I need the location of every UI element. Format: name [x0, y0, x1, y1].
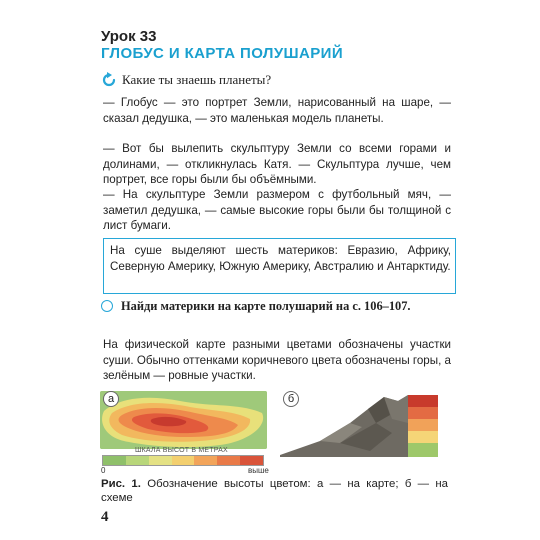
caption-prefix: Рис. 1.: [101, 478, 141, 490]
figure-a-label: а: [103, 391, 119, 407]
scale-step: [194, 456, 217, 465]
scale-step: [149, 456, 172, 465]
height-scale-title: ШКАЛА ВЫСОТ В МЕТРАХ: [135, 447, 228, 454]
refresh-arrow-icon: [101, 72, 117, 88]
paragraph-3: — На скульптуре Земли размером с футбольный мяч, — заметил дедушка, — самые высокие горы были бы толщиной с лист бумаги.: [103, 188, 451, 232]
scale-high-label: выше: [248, 466, 269, 475]
caption-text: Обозначение высоты цветом: а — на карте; б — на схеме: [101, 478, 448, 504]
scale-step: [240, 456, 263, 465]
scale-step: [217, 456, 240, 465]
page-number: 4: [101, 509, 109, 525]
paragraph-2: — Вот бы вылепить скульптуру Земли со всеми горами и долинами, — откликнулась Катя. — Скульптура лучше, чем портрет, все горы были бы объёмными.: [103, 142, 451, 186]
circle-icon: [101, 300, 113, 312]
height-map-image: [100, 391, 267, 449]
lesson-number: Урок 33: [101, 28, 157, 45]
question-text: Какие ты знаешь планеты?: [122, 72, 272, 87]
height-scale-bar: [102, 455, 264, 466]
figure-b-label: б: [283, 391, 299, 407]
paragraph-1: — Глобус — это портрет Земли, нарисованный на шаре, — сказал дедушка, — это маленькая модель планеты.: [103, 96, 451, 125]
figure-caption: [101, 478, 448, 505]
scale-step: [103, 456, 126, 465]
info-box: На суше выделяют шесть материков: Евразию, Африку, Северную Америку, Южную Америку, Австралию и Антарктиду.: [103, 238, 456, 294]
scale-step: [172, 456, 195, 465]
height-map-figure: [100, 391, 267, 449]
mountain-scheme-figure: [280, 393, 438, 457]
paragraph-4: На физической карте разными цветами обозначены участки суши. Обычно оттенками коричневого цвета обозначены горы, а зелёным — ровные участки.: [103, 338, 451, 382]
question-row: [101, 71, 461, 89]
scale-low-label: 0: [101, 466, 106, 475]
mountain-scheme-image: [280, 393, 438, 457]
scale-step: [126, 456, 149, 465]
task-text: Найди материки на карте полушарий на с. 106–107.: [121, 299, 411, 313]
lesson-title: ГЛОБУС И КАРТА ПОЛУШАРИЙ: [101, 45, 344, 62]
